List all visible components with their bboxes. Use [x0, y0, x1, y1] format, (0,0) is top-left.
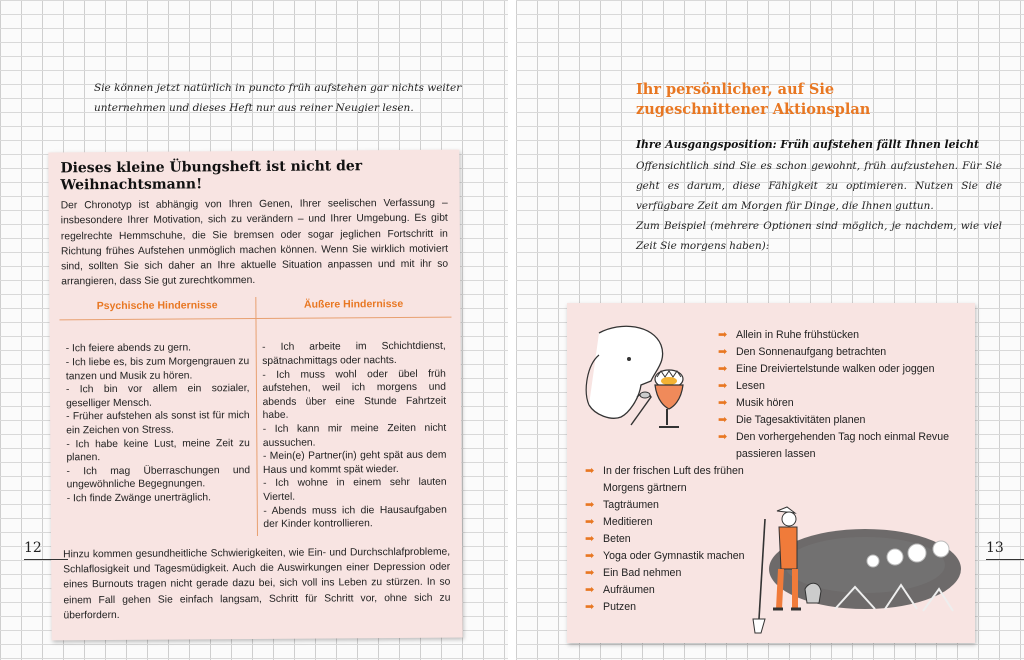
- list-item: - Ich mag Überraschungen und ungewöhnliche Begegnungen.: [66, 464, 251, 491]
- box-title: Dieses kleine Übungsheft ist nicht der Weihnachtsmann!: [60, 158, 363, 194]
- aeussere-column: [255, 318, 453, 536]
- right-body-text: [636, 156, 1002, 256]
- list-item: ➡ Musik hören: [718, 395, 968, 412]
- list-item: ➡ Die Tagesaktivitäten planen: [718, 412, 968, 429]
- list-item: ➡ Allein in Ruhe frühstücken: [718, 327, 968, 344]
- list-item: ➡ Ein Bad nehmen: [585, 565, 765, 582]
- list-item: ➡ Beten: [585, 531, 765, 548]
- list-item: ➡ Putzen: [585, 599, 765, 616]
- book-gutter: [508, 0, 516, 660]
- list-item: ➡ In der frischen Luft des frühen Morgens gärtnern: [585, 463, 765, 497]
- page-number-right: 13: [986, 540, 1004, 556]
- list-item: - Mein(e) Partner(in) geht spät aus dem Haus und kommt spät wieder.: [262, 449, 447, 476]
- list-item: - Ich feiere abends zu gern.: [65, 342, 192, 355]
- list-item: - Ich wohne in einem sehr lauten Viertel.: [263, 476, 447, 503]
- list-item: ➡ Eine Dreiviertelstunde walken oder joggen: [718, 361, 968, 378]
- list-item: ➡ Aufräumen: [585, 582, 765, 599]
- header-psychische: Psychische Hindernisse: [59, 297, 255, 320]
- list-item: - Ich liebe es, bis zum Morgengrauen zu tanzen und Musik zu hören.: [65, 356, 250, 382]
- list-item: - Ich arbeite im Schichtdienst, spätnachmittags oder nachts.: [262, 341, 446, 367]
- list-item: - Ich bin vor allem ein sozialer, geselliger Mensch.: [65, 383, 250, 410]
- box-text: Der Chronotyp ist abhängig von Ihren Genen, Ihrer seelischen Verfassung – insbesondere Ihrer Motivation, sich zu verändern – und Ihrer Umgebung. Es gibt regelrechte Hemmschuhe, die Sie bremsen oder sogar jeglichen Fortschritt in Richtung frühes Aufstehen unmöglich machen können. Wenn Sie wirklich motiviert sind, sollten Sie sich daher an Ihre aktuelle Situation anpassen und mit ihr so arrangieren, dass Sie gut zurechtkommen.: [60, 197, 449, 288]
- page-heading: Ihr persönlicher, auf Sie zugeschnittener Aktionsplan: [636, 81, 871, 118]
- list-item: - Ich habe keine Lust, meine Zeit zu planen.: [66, 437, 250, 464]
- gardener-illustration: [735, 499, 965, 639]
- list-item: - Ich muss wohl oder übel früh aufstehen, weil ich morgens und abends über eine Stunde Fahrtzeit habe.: [262, 368, 447, 422]
- action-box: [567, 303, 975, 643]
- section-subheading: Ihre Ausgangsposition: Früh aufstehen fällt Ihnen leicht: [636, 138, 980, 151]
- list-item: - Ich finde Zwänge unerträglich.: [66, 492, 211, 505]
- breakfast-illustration: [581, 321, 701, 441]
- list-item: - Früher aufstehen als sonst ist für mich ein Zeichen von Stress.: [66, 410, 250, 437]
- list-item: ➡ Den vorhergehenden Tag noch einmal Revue passieren lassen: [718, 429, 968, 463]
- list-item: ➡ Tagträumen: [585, 497, 765, 514]
- page-number-left: 12: [24, 540, 42, 556]
- list-item: ➡ Lesen: [718, 378, 968, 395]
- list-item: - Abends muss ich die Hausaufgaben der Kinder kontrollieren.: [263, 504, 447, 531]
- info-box: [48, 150, 462, 641]
- obstacles-table: [59, 295, 453, 537]
- psychische-column: [59, 319, 257, 537]
- list-item: ➡ Den Sonnenaufgang betrachten: [718, 344, 968, 361]
- list-item: - Ich kann mir meine Zeiten nicht aussuchen.: [262, 422, 447, 449]
- list-item: ➡ Meditieren: [585, 514, 765, 531]
- right-paragraph: Offensichtlich sind Sie es schon gewohnt, früh aufzustehen. Für Sie geht es darum, diese Fähigkeit zu optimieren. Nutzen Sie die verfügbare Zeit am Morgen für Dinge, die Ihnen guttun.: [636, 160, 1002, 212]
- intro-text: Sie können jetzt natürlich in puncto früh aufstehen gar nichts weiter unternehmen und dieses Heft nur aus reiner Neugier lesen.: [94, 82, 462, 114]
- header-aeussere: Äußere Hindernisse: [255, 295, 451, 318]
- example-text: Zum Beispiel (mehrere Optionen sind möglich, je nachdem, wie viel Zeit Sie morgens haben):: [636, 220, 1002, 252]
- left-page: [0, 0, 508, 660]
- action-list-morning: [718, 327, 968, 463]
- list-item: ➡ Yoga oder Gymnastik machen: [585, 548, 765, 565]
- box-outro: Hinzu kommen gesundheitliche Schwierigkeiten, wie Ein- und Durchschlafprobleme, Schlaflosigkeit und Tagesmüdigkeit. Auch die Auswirkungen einer Depression oder eines Burnouts tragen nicht gerade dazu bei, sich voll ins Leben zu stürzen. In so einem Fall gehen Sie einfach langsam, Schritt für Schritt vor, ohne sich zu überfordern.: [63, 546, 451, 622]
